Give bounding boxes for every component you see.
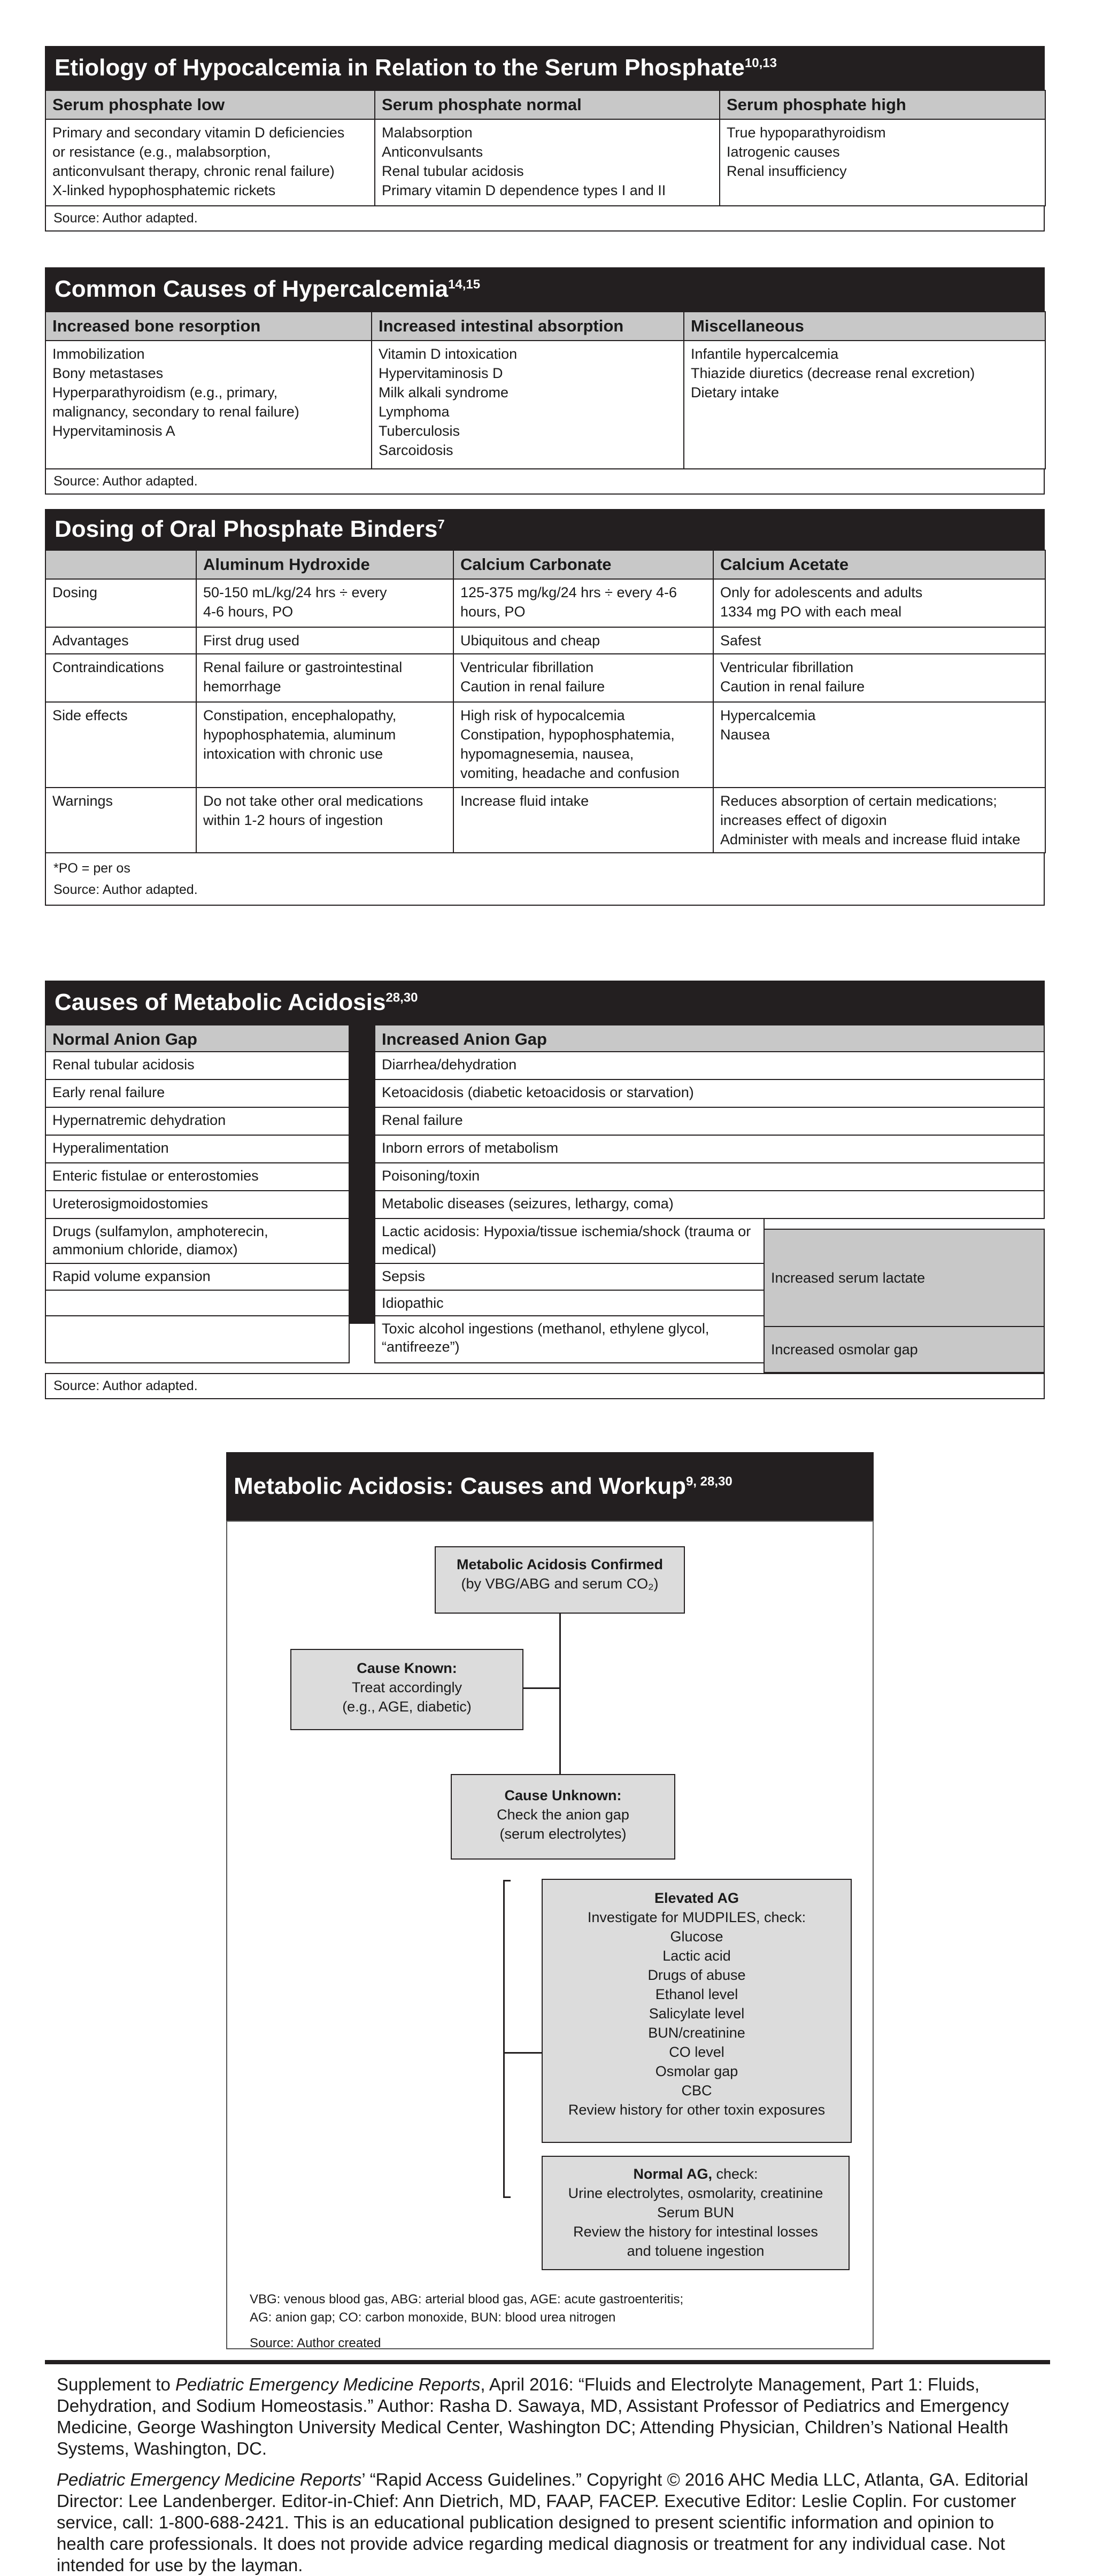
binders-row-label: Side effects [45, 702, 196, 788]
elevated-ag-line: Review history for other toxin exposures [568, 2102, 826, 2118]
cause-known-line: Treat accordingly [351, 1679, 462, 1695]
cell-line: Malabsorption [382, 125, 473, 141]
hypercalcemia-header: Miscellaneous [684, 312, 1045, 341]
cause-known-line: (e.g., AGE, diabetic) [342, 1699, 472, 1715]
hypercalcemia-header: Increased intestinal absorption [372, 312, 684, 341]
cell-line: Anticonvulsants [382, 144, 483, 160]
workup-source: Source: Author created [250, 2336, 381, 2350]
workup-title-ref: 9, 28,30 [685, 1474, 732, 1489]
cell-line: Hypercalcemia [720, 707, 816, 723]
cell-line: intoxication with chronic use [203, 746, 383, 762]
cell-line: Renal insufficiency [727, 163, 847, 179]
cell-line: Constipation, hypophosphatemia, [460, 727, 675, 743]
cell-line: Reduces absorption of certain medications; [720, 793, 997, 809]
binders-cell [196, 788, 453, 853]
binders-cell [713, 788, 1045, 853]
normal-ag-item: Renal tubular acidosis [45, 1052, 350, 1080]
normal-ag-title-line [547, 2164, 844, 2184]
cell-line: Dietary intake [691, 384, 780, 400]
connector-line [503, 1880, 511, 1881]
increased-osmolar-gap-label: Increased osmolar gap [764, 1326, 1045, 1373]
elevated-ag-title: Elevated AG [654, 1890, 739, 1906]
increased-ag-item: Poisoning/toxin [374, 1163, 1045, 1191]
binders-footnotes [45, 853, 1045, 906]
connector-line [503, 2052, 542, 2054]
normal-ag-header: Normal Anion Gap [45, 1024, 350, 1052]
confirmed-title: Metabolic Acidosis Confirmed [456, 1556, 664, 1572]
cell-line: hours, PO [460, 604, 526, 620]
abbreviations-line: AG: anion gap; CO: carbon monoxide, BUN: blood urea nitrogen [250, 2310, 616, 2325]
increased-ag-item: Inborn errors of metabolism [374, 1136, 1045, 1163]
cell-line: Lymphoma [379, 404, 450, 420]
cell-line: 125-375 mg/kg/24 hrs ÷ every 4-6 [460, 584, 677, 600]
cell-line: Vitamin D intoxication [379, 346, 518, 362]
binders-cell [196, 654, 453, 702]
normal-ag-item: Early renal failure [45, 1080, 350, 1108]
normal-ag-line: and toluene ingestion [627, 2243, 765, 2259]
phosphate-binders-section [45, 509, 1045, 906]
hypercalcemia-cell [372, 341, 684, 469]
hypocalcemia-source: Source: Author adapted. [45, 206, 1045, 232]
normal-ag-line: Urine electrolytes, osmolarity, creatinine [568, 2185, 823, 2201]
phosphate-binders-title: Dosing of Oral Phosphate Binders [55, 516, 438, 542]
elevated-ag-line: Ethanol level [655, 1986, 738, 2002]
normal-ag-item: Rapid volume expansion [45, 1264, 350, 1291]
publication-name: Pediatric Emergency Medicine Reports [57, 2470, 362, 2489]
cell-line: 4-6 hours, PO [203, 604, 294, 620]
elevated-ag-line: Lactic acid [662, 1948, 731, 1964]
cell-line: Infantile hypercalcemia [691, 346, 839, 362]
cause-unknown-box [451, 1774, 675, 1860]
footer-rule [45, 2360, 1050, 2364]
confirmed-box [435, 1546, 685, 1614]
cell-line: Immobilization [52, 346, 145, 362]
cell-line: Iatrogenic causes [727, 144, 840, 160]
elevated-ag-line: Investigate for MUDPILES, check: [587, 1909, 806, 1925]
cell-line: Nausea [720, 727, 770, 743]
connector-line [559, 1614, 561, 1774]
cell-line: Hypervitaminosis D [379, 365, 503, 381]
column-divider [349, 1024, 374, 1324]
cell-line: Constipation, encephalopathy, [203, 707, 397, 723]
cell-line: Primary and secondary vitamin D deficiencies [52, 125, 345, 141]
cell-line: Renal failure or gastrointestinal [203, 659, 403, 675]
normal-ag-title-suffix: check: [712, 2166, 758, 2182]
cell-line: or resistance (e.g., malabsorption, [52, 144, 271, 160]
footer-text: ’ “Rapid Access Guidelines.” Copyright © 2016 AHC Media LLC, Atlanta, GA. Editorial Director: Lee Landenberger. Editor-in-Chief: Ann Dietrich, MD, FAAP, FACEP. Executive Editor: Leslie Coplin. For customer service, call: 1-800-688-2421. This is an educational publication designed to present scientific information and opinion to health care professionals. It does not provide advice regarding medical diagnosis or treatment for any individual case. Not intended for use by the layman. [57, 2470, 1028, 2575]
cell-line: malignancy, secondary to renal failure) [52, 404, 299, 420]
cell-line: Only for adolescents and adults [720, 584, 923, 600]
footer-text: , April 2016: “Fluids and Electrolyte Management, Part 1: Fluids, Dehydration, and Sodium Homeostasis.” Author: Rasha D. Sawaya, MD, Assistant Professor of Pediatrics and Emergency Medicine, George Washington University Medical Center, Washington DC; Attending Physician, Children’s National Health Systems, Washington, DC. [57, 2374, 1009, 2458]
normal-ag-item [45, 1316, 350, 1363]
hypocalcemia-cell [375, 119, 720, 206]
normal-ag-line: Serum BUN [657, 2204, 735, 2220]
binders-cell [453, 579, 713, 627]
footer-paragraph-2 [57, 2469, 1046, 2576]
cause-unknown-line: Check the anion gap [497, 1807, 629, 1823]
workup-title: Metabolic Acidosis: Causes and Workup [234, 1473, 686, 1499]
normal-ag-item: Hyperalimentation [45, 1136, 350, 1163]
hypocalcemia-section [45, 46, 1045, 232]
cell-line: Do not take other oral medications [203, 793, 423, 809]
cell-line: 1334 mg PO with each meal [720, 604, 902, 620]
binders-header: Aluminum Hydroxide [196, 550, 453, 579]
binders-row-label: Advantages [45, 627, 196, 654]
increased-ag-item: Toxic alcohol ingestions (methanol, ethylene glycol, “antifreeze”) [374, 1316, 765, 1363]
hypercalcemia-cell [45, 341, 372, 469]
increased-ag-item: Sepsis [374, 1264, 765, 1291]
cause-unknown-title: Cause Unknown: [504, 1787, 622, 1803]
binders-header: Calcium Carbonate [453, 550, 713, 579]
cell-line: 50-150 mL/kg/24 hrs ÷ every [203, 584, 387, 600]
cell-line: Increase fluid intake [460, 793, 589, 809]
cell-line: Ventricular fibrillation [720, 659, 854, 675]
binders-row-label: Dosing [45, 579, 196, 627]
elevated-ag-line: BUN/creatinine [648, 2025, 745, 2041]
binders-header-blank [45, 550, 196, 579]
elevated-ag-box [542, 1879, 852, 2143]
phosphate-binders-title-bar [45, 509, 1045, 550]
increased-serum-lactate-label: Increased serum lactate [764, 1229, 1045, 1327]
hypercalcemia-source: Source: Author adapted. [45, 469, 1045, 495]
confirmed-text: (by VBG/ABG and serum CO₂) [461, 1576, 659, 1592]
binders-cell [713, 702, 1045, 788]
workup-title-bar [226, 1452, 874, 1521]
binders-cell [196, 702, 453, 788]
hypocalcemia-title: Etiology of Hypocalcemia in Relation to the Serum Phosphate [55, 55, 745, 81]
footer-text: Supplement to [57, 2374, 175, 2394]
cell-line: within 1-2 hours of ingestion [203, 812, 383, 828]
cell-line: Bony metastases [52, 365, 164, 381]
abbreviations-line: VBG: venous blood gas, ABG: arterial blood gas, AGE: acute gastroenteritis; [250, 2292, 684, 2307]
hypercalcemia-table [45, 311, 1046, 469]
cell-line: anticonvulsant therapy, chronic renal failure) [52, 163, 335, 179]
connector-line [503, 2196, 511, 2198]
increased-ag-item: Ketoacidosis (diabetic ketoacidosis or starvation) [374, 1080, 1045, 1108]
phosphate-binders-table [45, 550, 1046, 853]
increased-ag-item: Renal failure [374, 1108, 1045, 1136]
cell-line: Hypervitaminosis A [52, 423, 175, 439]
cell-line: True hypoparathyroidism [727, 125, 886, 141]
binders-cell [196, 579, 453, 627]
elevated-ag-line: Drugs of abuse [647, 1967, 746, 1983]
normal-ag-item: Enteric fistulae or enterostomies [45, 1163, 350, 1191]
cause-unknown-line: (serum electrolytes) [499, 1826, 627, 1842]
phosphate-binders-title-ref: 7 [437, 517, 445, 532]
hypocalcemia-header: Serum phosphate high [720, 90, 1045, 119]
hypocalcemia-cell [720, 119, 1045, 206]
hypercalcemia-title-ref: 14,15 [448, 277, 481, 292]
cell-line: Caution in renal failure [720, 678, 865, 695]
cell-line: Tuberculosis [379, 423, 460, 439]
cell-line: Renal tubular acidosis [382, 163, 524, 179]
binders-cell [196, 627, 453, 654]
cell-line: Sarcoidosis [379, 442, 453, 458]
cell-line: increases effect of digoxin [720, 812, 887, 828]
binders-cell [713, 579, 1045, 627]
cause-known-box [290, 1649, 523, 1730]
cell-line: hemorrhage [203, 678, 281, 695]
cell-line: Hyperparathyroidism (e.g., primary, [52, 384, 278, 400]
elevated-ag-line: CO level [669, 2044, 724, 2060]
cell-line: Thiazide diuretics (decrease renal excretion) [691, 365, 975, 381]
normal-ag-item: Drugs (sulfamylon, amphoterecin, ammonium chloride, diamox) [45, 1219, 350, 1264]
elevated-ag-line: Salicylate level [649, 2006, 745, 2022]
metabolic-acidosis-source: Source: Author adapted. [45, 1373, 1045, 1399]
hypercalcemia-title-bar [45, 267, 1045, 311]
binders-header: Calcium Acetate [713, 550, 1045, 579]
increased-ag-item: Idiopathic [374, 1291, 765, 1316]
binders-cell [453, 702, 713, 788]
increased-ag-item: Lactic acidosis: Hypoxia/tissue ischemia/shock (trauma or medical) [374, 1219, 765, 1264]
increased-ag-item: Diarrhea/dehydration [374, 1052, 1045, 1080]
cause-known-title: Cause Known: [357, 1660, 457, 1676]
binders-row-label: Contraindications [45, 654, 196, 702]
normal-ag-item [45, 1291, 350, 1316]
binders-cell [453, 788, 713, 853]
binders-cell [453, 654, 713, 702]
cell-line: X-linked hypophosphatemic rickets [52, 182, 276, 198]
hypocalcemia-cell [45, 119, 375, 206]
increased-ag-header: Increased Anion Gap [374, 1024, 1045, 1052]
metabolic-acidosis-title-bar [45, 981, 1045, 1024]
metabolic-acidosis-table [45, 1024, 1045, 1358]
cell-line: hypomagnesemia, nausea, [460, 746, 634, 762]
cell-line: Primary vitamin D dependence types I and II [382, 182, 666, 198]
connector-line [523, 1687, 560, 1689]
cell-line: First drug used [203, 633, 300, 649]
elevated-ag-line: Glucose [670, 1929, 723, 1945]
metabolic-acidosis-title: Causes of Metabolic Acidosis [55, 989, 386, 1015]
elevated-ag-line: CBC [681, 2083, 712, 2099]
hypocalcemia-title-bar [45, 46, 1045, 90]
hypocalcemia-header: Serum phosphate low [45, 90, 375, 119]
workup-flowchart [226, 1452, 874, 2349]
cell-line: vomiting, headache and confusion [460, 765, 680, 781]
normal-ag-item: Hypernatremic dehydration [45, 1108, 350, 1136]
hypercalcemia-header: Increased bone resorption [45, 312, 372, 341]
normal-ag-item: Ureterosigmoidostomies [45, 1191, 350, 1219]
cell-line: High risk of hypocalcemia [460, 707, 625, 723]
binders-cell [713, 627, 1045, 654]
binders-cell [713, 654, 1045, 702]
normal-ag-box [542, 2156, 850, 2270]
elevated-ag-line: Osmolar gap [655, 2063, 738, 2079]
cell-line: hypophosphatemia, aluminum [203, 727, 396, 743]
cell-line: Administer with meals and increase fluid intake [720, 831, 1021, 847]
hypercalcemia-cell [684, 341, 1045, 469]
metabolic-acidosis-title-ref: 28,30 [385, 990, 418, 1005]
hypocalcemia-title-ref: 10,13 [744, 56, 777, 71]
hypocalcemia-table [45, 90, 1046, 206]
hypercalcemia-section [45, 267, 1045, 495]
normal-ag-line: Review the history for intestinal losses [573, 2224, 818, 2240]
cell-line: Milk alkali syndrome [379, 384, 509, 400]
normal-ag-column [45, 1024, 350, 1363]
normal-ag-title: Normal AG, [633, 2166, 712, 2182]
cell-line: Safest [720, 633, 761, 649]
connector-line [503, 1880, 505, 2197]
binders-source: Source: Author adapted. [53, 882, 198, 897]
cell-line: Ventricular fibrillation [460, 659, 594, 675]
binders-row-label: Warnings [45, 788, 196, 853]
binders-footnote: *PO = per os [53, 861, 130, 876]
increased-ag-item: Metabolic diseases (seizures, lethargy, coma) [374, 1191, 1045, 1219]
hypocalcemia-header: Serum phosphate normal [375, 90, 720, 119]
cell-line: Caution in renal failure [460, 678, 605, 695]
footer-paragraph-1 [57, 2374, 1046, 2459]
cell-line: Ubiquitous and cheap [460, 633, 600, 649]
binders-cell [453, 627, 713, 654]
publication-name: Pediatric Emergency Medicine Reports [175, 2374, 481, 2394]
hypercalcemia-title: Common Causes of Hypercalcemia [55, 276, 449, 302]
